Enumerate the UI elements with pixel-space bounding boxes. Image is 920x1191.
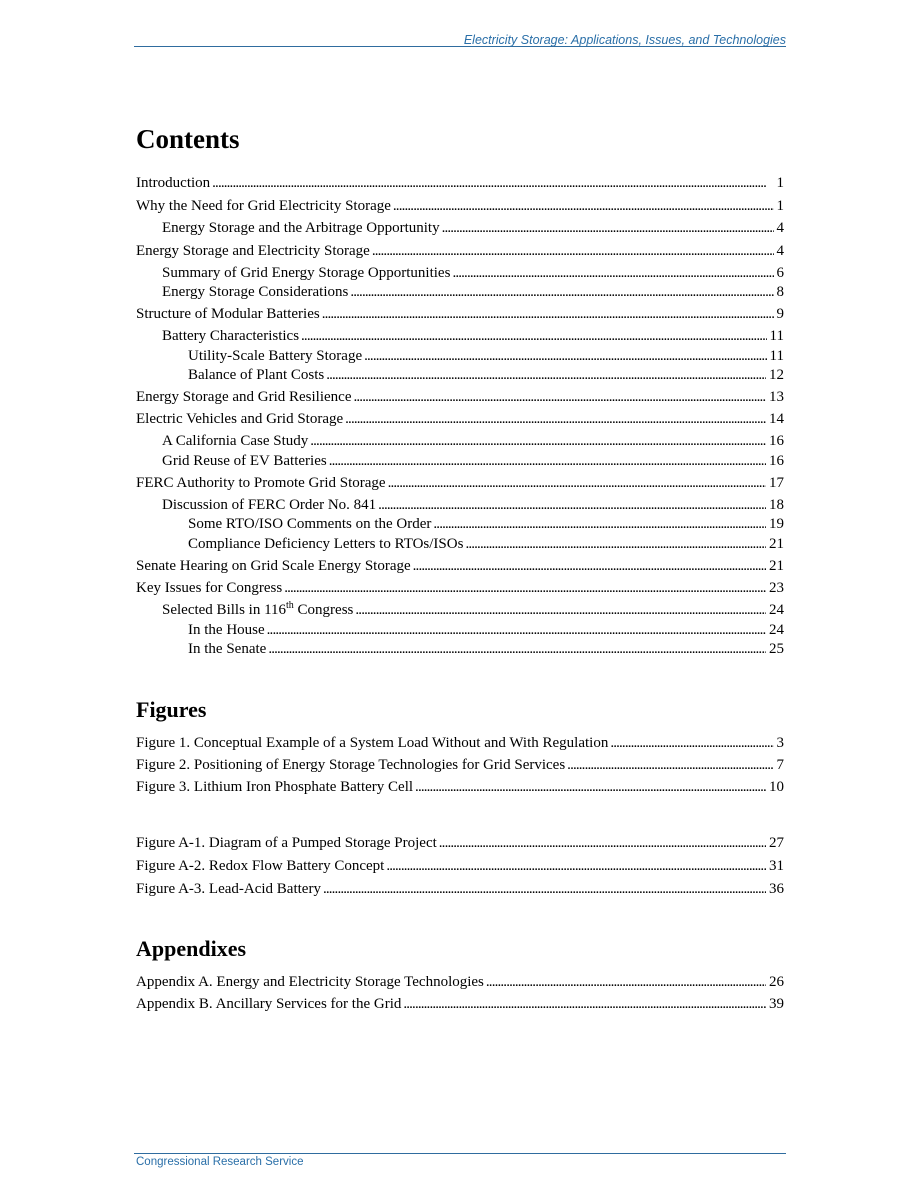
running-footer: Congressional Research Service bbox=[136, 1156, 304, 1168]
toc-entry[interactable]: Some RTO/ISO Comments on the Order . . . 19 bbox=[136, 514, 784, 534]
dot-leader bbox=[403, 994, 766, 1014]
header-rule bbox=[134, 46, 786, 47]
appendixes-heading: Appendixes bbox=[136, 936, 247, 961]
dot-leader bbox=[393, 196, 774, 216]
dot-leader bbox=[433, 514, 766, 534]
dot-leader bbox=[323, 879, 766, 899]
figure-entry[interactable]: Figure A-1. Diagram of a Pumped Storage Project . . . 27 bbox=[136, 833, 784, 853]
toc-entry[interactable]: Energy Storage and the Arbitrage Opportunity . . . 4 bbox=[136, 218, 784, 238]
toc-entry[interactable]: Energy Storage and Grid Resilience . . . 13 bbox=[136, 387, 784, 407]
toc-entry[interactable]: Summary of Grid Energy Storage Opportunities . . . 6 bbox=[136, 263, 784, 283]
toc-entry[interactable]: In the House . . . 24 bbox=[136, 620, 784, 640]
dot-leader bbox=[284, 578, 766, 598]
dot-leader bbox=[329, 451, 766, 471]
dot-leader bbox=[378, 495, 766, 515]
figure-entry[interactable]: Figure A-3. Lead-Acid Battery . . . 36 bbox=[136, 879, 784, 899]
dot-leader bbox=[310, 431, 766, 451]
toc-entry[interactable]: Why the Need for Grid Electricity Storage . . . 1 bbox=[136, 196, 784, 216]
dot-leader bbox=[465, 534, 766, 554]
dot-leader bbox=[355, 600, 766, 620]
dot-leader bbox=[442, 218, 774, 238]
toc-entry[interactable]: Introduction . . . 1 bbox=[136, 173, 784, 193]
dot-leader bbox=[364, 346, 766, 366]
footer-rule bbox=[134, 1153, 786, 1154]
dot-leader bbox=[439, 833, 766, 853]
dot-leader bbox=[415, 777, 766, 797]
toc-entry[interactable]: A California Case Study . . . 16 bbox=[136, 431, 784, 451]
appendix-entry[interactable]: Appendix B. Ancillary Services for the Grid . . . 39 bbox=[136, 994, 784, 1014]
dot-leader bbox=[452, 263, 773, 283]
dot-leader bbox=[212, 173, 773, 193]
toc-entry[interactable]: Energy Storage Considerations . . . 8 bbox=[136, 282, 784, 302]
dot-leader bbox=[354, 387, 767, 407]
dot-leader bbox=[345, 409, 766, 429]
toc-entry[interactable]: Balance of Plant Costs . . . 12 bbox=[136, 365, 784, 385]
toc-entry[interactable]: Battery Characteristics . . . 11 bbox=[136, 326, 784, 346]
figure-entry[interactable]: Figure 1. Conceptual Example of a System Load Without and With Regulation . . . 3 bbox=[136, 733, 784, 753]
dot-leader bbox=[388, 473, 766, 493]
toc-entry[interactable]: Utility-Scale Battery Storage . . . 11 bbox=[136, 346, 784, 366]
toc-entry[interactable]: Compliance Deficiency Letters to RTOs/ISOs . . . 21 bbox=[136, 534, 784, 554]
dot-leader bbox=[322, 304, 774, 324]
toc-entry[interactable]: FERC Authority to Promote Grid Storage . . . 17 bbox=[136, 473, 784, 493]
figures-heading: Figures bbox=[136, 697, 207, 722]
dot-leader bbox=[486, 972, 766, 992]
figure-entry[interactable]: Figure A-2. Redox Flow Battery Concept . . . 31 bbox=[136, 856, 784, 876]
toc-entry[interactable]: Discussion of FERC Order No. 841 . . . 18 bbox=[136, 495, 784, 515]
toc-entry[interactable]: Selected Bills in 116th Congress . . . 24 bbox=[136, 600, 784, 620]
appendix-entry[interactable]: Appendix A. Energy and Electricity Storage Technologies . . . 26 bbox=[136, 972, 784, 992]
toc-entry[interactable]: Grid Reuse of EV Batteries . . . 16 bbox=[136, 451, 784, 471]
toc-entry[interactable]: Structure of Modular Batteries . . . 9 bbox=[136, 304, 784, 324]
dot-leader bbox=[372, 241, 774, 261]
toc-entry[interactable]: Senate Hearing on Grid Scale Energy Storage . . . 21 bbox=[136, 556, 784, 576]
toc-entry[interactable]: Key Issues for Congress . . . 23 bbox=[136, 578, 784, 598]
dot-leader bbox=[413, 556, 766, 576]
dot-leader bbox=[386, 856, 766, 876]
dot-leader bbox=[268, 639, 766, 659]
figure-entry[interactable]: Figure 2. Positioning of Energy Storage Technologies for Grid Services . . . 7 bbox=[136, 755, 784, 775]
dot-leader bbox=[610, 733, 773, 753]
dot-leader bbox=[350, 282, 773, 302]
dot-leader bbox=[326, 365, 766, 385]
contents-heading: Contents bbox=[136, 124, 240, 154]
toc-entry[interactable]: Energy Storage and Electricity Storage . . . 4 bbox=[136, 241, 784, 261]
figure-entry[interactable]: Figure 3. Lithium Iron Phosphate Battery Cell . . . 10 bbox=[136, 777, 784, 797]
toc-entry[interactable]: Electric Vehicles and Grid Storage . . . 14 bbox=[136, 409, 784, 429]
dot-leader bbox=[267, 620, 766, 640]
dot-leader bbox=[567, 755, 773, 775]
toc-entry[interactable]: In the Senate . . . 25 bbox=[136, 639, 784, 659]
dot-leader bbox=[301, 326, 767, 346]
running-header: Electricity Storage: Applications, Issues, and Technologies bbox=[463, 33, 786, 47]
